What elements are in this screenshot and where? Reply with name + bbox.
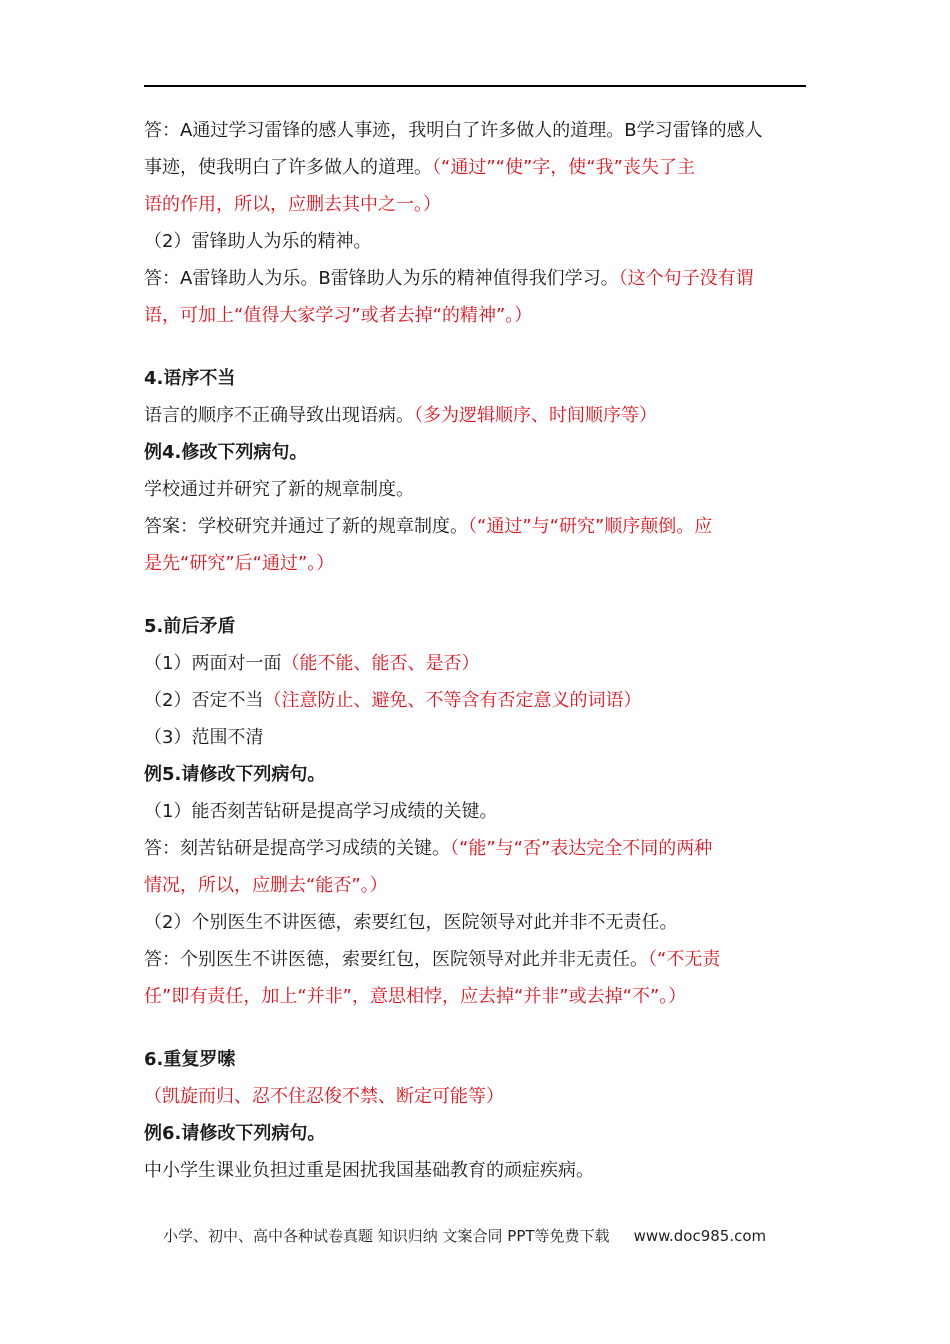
question-line: 学校通过并研究了新的规章制度。 [144,479,414,500]
explanation-note: （能不能、能否、是否） [281,653,480,674]
question-line: 中小学生课业负担过重是困扰我国基础教育的顽症疾病。 [144,1160,594,1181]
footer-site-link[interactable]: www.doc985.com [633,1227,767,1245]
explanation-note: 语的作用，所以，应删去其中之一。） [144,194,441,215]
explanation-note: 语，可加上“值得大家学习”或者去掉“的精神”。） [144,305,533,326]
footer-text: 小学、初中、高中各种试卷真题 知识归纳 文案合同 PPT等免费下载 [163,1227,610,1245]
list-item: （2）否定不当（注意防止、避免、不等含有否定意义的词语） [144,690,642,711]
list-item: （1）两面对一面（能不能、能否、是否） [144,653,480,674]
example-heading: 例4.修改下列病句。 [144,442,308,463]
explanation-note: （“通过”与“研究”顺序颠倒。应 [468,516,713,537]
example-heading: 例6.请修改下列病句。 [144,1123,326,1144]
explanation-note: 情况，所以，应删去“能否”。） [144,875,388,896]
answer-line: 答：个别医生不讲医德，索要红包，医院领导对此并非无责任。（“不无责 [144,949,721,970]
explanation-note: 任”即有责任，加上“并非”，意思相悖，应去掉“并非”或去掉“不”。） [144,986,687,1007]
answer-line: 答：A雷锋助人为乐。B雷锋助人为乐的精神值得我们学习。（这个句子没有谓 [144,268,754,289]
explanation-note: （多为逻辑顺序、时间顺序等） [414,405,657,426]
section-heading: 6.重复罗嗦 [144,1049,236,1070]
answer-line: 答：A通过学习雷锋的感人事迹，我明白了许多做人的道理。B学习雷锋的感人 [144,120,763,141]
document-body [144,112,812,1189]
question-line: （2）个别医生不讲医德，索要红包，医院领导对此并非不无责任。 [144,912,678,933]
definition-line: 语言的顺序不正确导致出现语病。（多为逻辑顺序、时间顺序等） [144,405,657,426]
question-line: （2）雷锋助人为乐的精神。 [144,231,372,252]
explanation-note: （凯旋而归、忍不住忍俊不禁、断定可能等） [144,1086,504,1107]
answer-line: 事迹，使我明白了许多做人的道理。（“通过”“使”字，使“我”丧失了主 [144,157,695,178]
section-heading: 5.前后矛盾 [144,616,236,637]
explanation-note: 是先“研究”后“通过”。） [144,553,335,574]
header-rule [144,85,806,87]
explanation-note: （“通过”“使”字，使“我”丧失了主 [432,157,695,178]
question-line: （1）能否刻苦钻研是提高学习成绩的关键。 [144,801,498,822]
answer-line: 答：刻苦钻研是提高学习成绩的关键。（“能”与“否”表达完全不同的两种 [144,838,713,859]
explanation-note: （“不无责 [648,949,721,970]
explanation-note: （这个句子没有谓 [618,268,754,289]
example-heading: 例5.请修改下列病句。 [144,764,326,785]
page-footer [163,1224,766,1248]
section-heading: 4.语序不当 [144,368,236,389]
explanation-note: （注意防止、避免、不等含有否定意义的词语） [263,690,642,711]
list-item: （3）范围不清 [144,727,264,748]
answer-line: 答案：学校研究并通过了新的规章制度。（“通过”与“研究”顺序颠倒。应 [144,516,713,537]
explanation-note: （“能”与“否”表达完全不同的两种 [450,838,713,859]
